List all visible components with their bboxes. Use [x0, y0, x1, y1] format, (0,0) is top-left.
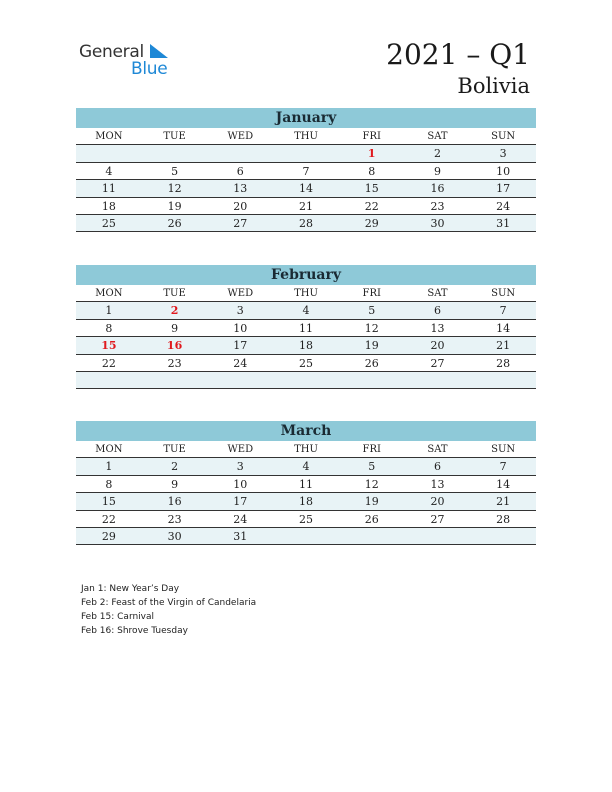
empty-day-cell	[76, 145, 142, 161]
day-cell: 27	[430, 356, 445, 370]
weekday-header-row	[76, 128, 536, 145]
weekday-label: FRI	[362, 131, 381, 142]
week-row	[76, 215, 536, 232]
day-cell: 9	[171, 321, 179, 335]
day-cell: 24	[233, 512, 248, 526]
month-calendar-january	[76, 108, 536, 232]
day-cell: 27	[233, 216, 248, 230]
logo-blue-text: Blue	[131, 59, 168, 79]
day-cell: 25	[299, 512, 314, 526]
empty-day-cell	[273, 372, 339, 388]
day-cell: 14	[299, 182, 314, 196]
day-cell: 22	[101, 512, 116, 526]
day-cell: 22	[101, 356, 116, 370]
day-cell: 15	[364, 182, 379, 196]
week-row	[76, 163, 536, 180]
week-row	[76, 145, 536, 162]
week-row	[76, 198, 536, 215]
day-cell: 19	[364, 495, 379, 509]
day-cell: 8	[105, 477, 113, 491]
day-cell: 4	[302, 460, 310, 474]
weekday-label: TUE	[163, 444, 186, 455]
weekday-label: SAT	[427, 131, 448, 142]
empty-day-cell	[142, 145, 208, 161]
day-cell: 31	[233, 529, 248, 543]
day-cell: 7	[499, 460, 507, 474]
empty-day-cell	[142, 372, 208, 388]
day-cell: 15	[101, 495, 116, 509]
logo-triangle-icon	[150, 44, 168, 58]
logo-general-text: General	[79, 42, 144, 62]
day-cell: 30	[167, 529, 182, 543]
day-cell: 12	[364, 477, 379, 491]
day-cell: 5	[171, 164, 179, 178]
day-cell: 18	[299, 339, 314, 353]
weekday-label: MON	[95, 288, 123, 299]
week-row	[76, 355, 536, 372]
empty-day-cell	[273, 145, 339, 161]
empty-day-cell	[207, 372, 273, 388]
day-cell: 26	[364, 356, 379, 370]
week-row	[76, 320, 536, 337]
day-cell: 6	[433, 460, 441, 474]
day-cell: 30	[430, 216, 445, 230]
day-cell: 9	[433, 164, 441, 178]
day-cell: 10	[233, 321, 248, 335]
day-cell: 29	[364, 216, 379, 230]
weekday-label: MON	[95, 131, 123, 142]
empty-day-cell	[207, 145, 273, 161]
day-cell: 11	[299, 477, 314, 491]
empty-day-cell	[76, 372, 142, 388]
country-name: Bolivia	[457, 74, 530, 98]
month-title: February	[76, 265, 536, 285]
week-row	[76, 180, 536, 197]
day-cell: 2	[433, 147, 441, 161]
day-cell: 18	[299, 495, 314, 509]
day-cell: 22	[364, 199, 379, 213]
day-cell: 23	[167, 512, 182, 526]
day-cell: 7	[302, 164, 310, 178]
day-cell: 4	[302, 304, 310, 318]
day-cell: 5	[368, 460, 376, 474]
empty-day-cell	[405, 528, 471, 544]
day-cell: 6	[236, 164, 244, 178]
weekday-header-row	[76, 441, 536, 458]
month-calendar-march	[76, 421, 536, 545]
day-cell: 16	[430, 182, 445, 196]
weekday-label: WED	[227, 288, 254, 299]
day-cell: 12	[364, 321, 379, 335]
day-cell: 1	[105, 460, 113, 474]
weekday-label: THU	[294, 288, 318, 299]
day-cell: 4	[105, 164, 113, 178]
weekday-label: THU	[294, 444, 318, 455]
empty-day-cell	[339, 528, 405, 544]
week-row	[76, 528, 536, 545]
day-cell: 12	[167, 182, 182, 196]
empty-day-cell	[470, 528, 536, 544]
day-cell: 10	[496, 164, 511, 178]
day-cell: 13	[430, 321, 445, 335]
day-cell: 29	[101, 529, 116, 543]
weekday-label: WED	[227, 444, 254, 455]
day-cell: 24	[496, 199, 511, 213]
day-cell: 19	[167, 199, 182, 213]
holiday-note: Jan 1: New Year’s Day	[81, 584, 180, 594]
weekday-label: TUE	[163, 288, 186, 299]
day-cell: 31	[496, 216, 511, 230]
holiday-note: Feb 2: Feast of the Virgin of Candelaria	[81, 598, 257, 608]
weekday-label: FRI	[362, 444, 381, 455]
day-cell: 17	[233, 339, 248, 353]
day-cell: 17	[233, 495, 248, 509]
day-cell: 13	[233, 182, 248, 196]
day-cell: 2	[170, 304, 179, 318]
day-cell: 20	[430, 339, 445, 353]
holiday-note: Feb 16: Shrove Tuesday	[81, 626, 188, 636]
weekday-header-row	[76, 285, 536, 302]
week-row	[76, 458, 536, 475]
day-cell: 27	[430, 512, 445, 526]
day-cell: 26	[364, 512, 379, 526]
weekday-label: THU	[294, 131, 318, 142]
weekday-label: SUN	[491, 288, 516, 299]
day-cell: 21	[496, 495, 511, 509]
day-cell: 15	[101, 339, 117, 353]
day-cell: 23	[167, 356, 182, 370]
weekday-label: FRI	[362, 288, 381, 299]
day-cell: 5	[368, 304, 376, 318]
day-cell: 19	[364, 339, 379, 353]
day-cell: 2	[171, 460, 179, 474]
day-cell: 23	[430, 199, 445, 213]
weekday-label: MON	[95, 444, 123, 455]
day-cell: 18	[101, 199, 116, 213]
day-cell: 14	[496, 477, 511, 491]
day-cell: 11	[299, 321, 314, 335]
day-cell: 25	[299, 356, 314, 370]
logo	[79, 42, 179, 82]
day-cell: 6	[433, 304, 441, 318]
month-title: March	[76, 421, 536, 441]
day-cell: 28	[299, 216, 314, 230]
day-cell: 1	[105, 304, 113, 318]
month-calendar-february	[76, 265, 536, 389]
weekday-label: TUE	[163, 131, 186, 142]
holiday-notes	[81, 582, 256, 638]
weekday-label: SUN	[491, 444, 516, 455]
week-row	[76, 511, 536, 528]
page-title: 2021 – Q1	[386, 38, 530, 71]
day-cell: 7	[499, 304, 507, 318]
weekday-label: SUN	[491, 131, 516, 142]
empty-day-cell	[339, 372, 405, 388]
day-cell: 24	[233, 356, 248, 370]
day-cell: 16	[167, 495, 182, 509]
week-row	[76, 337, 536, 354]
day-cell: 20	[233, 199, 248, 213]
day-cell: 1	[367, 147, 376, 161]
day-cell: 21	[496, 339, 511, 353]
week-row	[76, 493, 536, 510]
weekday-label: WED	[227, 131, 254, 142]
day-cell: 3	[236, 460, 244, 474]
week-row	[76, 302, 536, 319]
day-cell: 28	[496, 356, 511, 370]
day-cell: 8	[105, 321, 113, 335]
day-cell: 28	[496, 512, 511, 526]
day-cell: 16	[166, 339, 183, 353]
day-cell: 14	[496, 321, 511, 335]
empty-day-cell	[405, 372, 471, 388]
day-cell: 13	[430, 477, 445, 491]
holiday-note: Feb 15: Carnival	[81, 612, 155, 622]
day-cell: 3	[499, 147, 507, 161]
day-cell: 8	[368, 164, 376, 178]
weekday-label: SAT	[427, 444, 448, 455]
day-cell: 10	[233, 477, 248, 491]
day-cell: 21	[299, 199, 314, 213]
day-cell: 25	[101, 216, 116, 230]
day-cell: 20	[430, 495, 445, 509]
weekday-label: SAT	[427, 288, 448, 299]
day-cell: 9	[171, 477, 179, 491]
day-cell: 11	[101, 182, 116, 196]
empty-day-cell	[273, 528, 339, 544]
day-cell: 26	[167, 216, 182, 230]
month-title: January	[76, 108, 536, 128]
empty-day-cell	[470, 372, 536, 388]
day-cell: 3	[236, 304, 244, 318]
week-row	[76, 476, 536, 493]
day-cell: 17	[496, 182, 511, 196]
week-row	[76, 372, 536, 389]
